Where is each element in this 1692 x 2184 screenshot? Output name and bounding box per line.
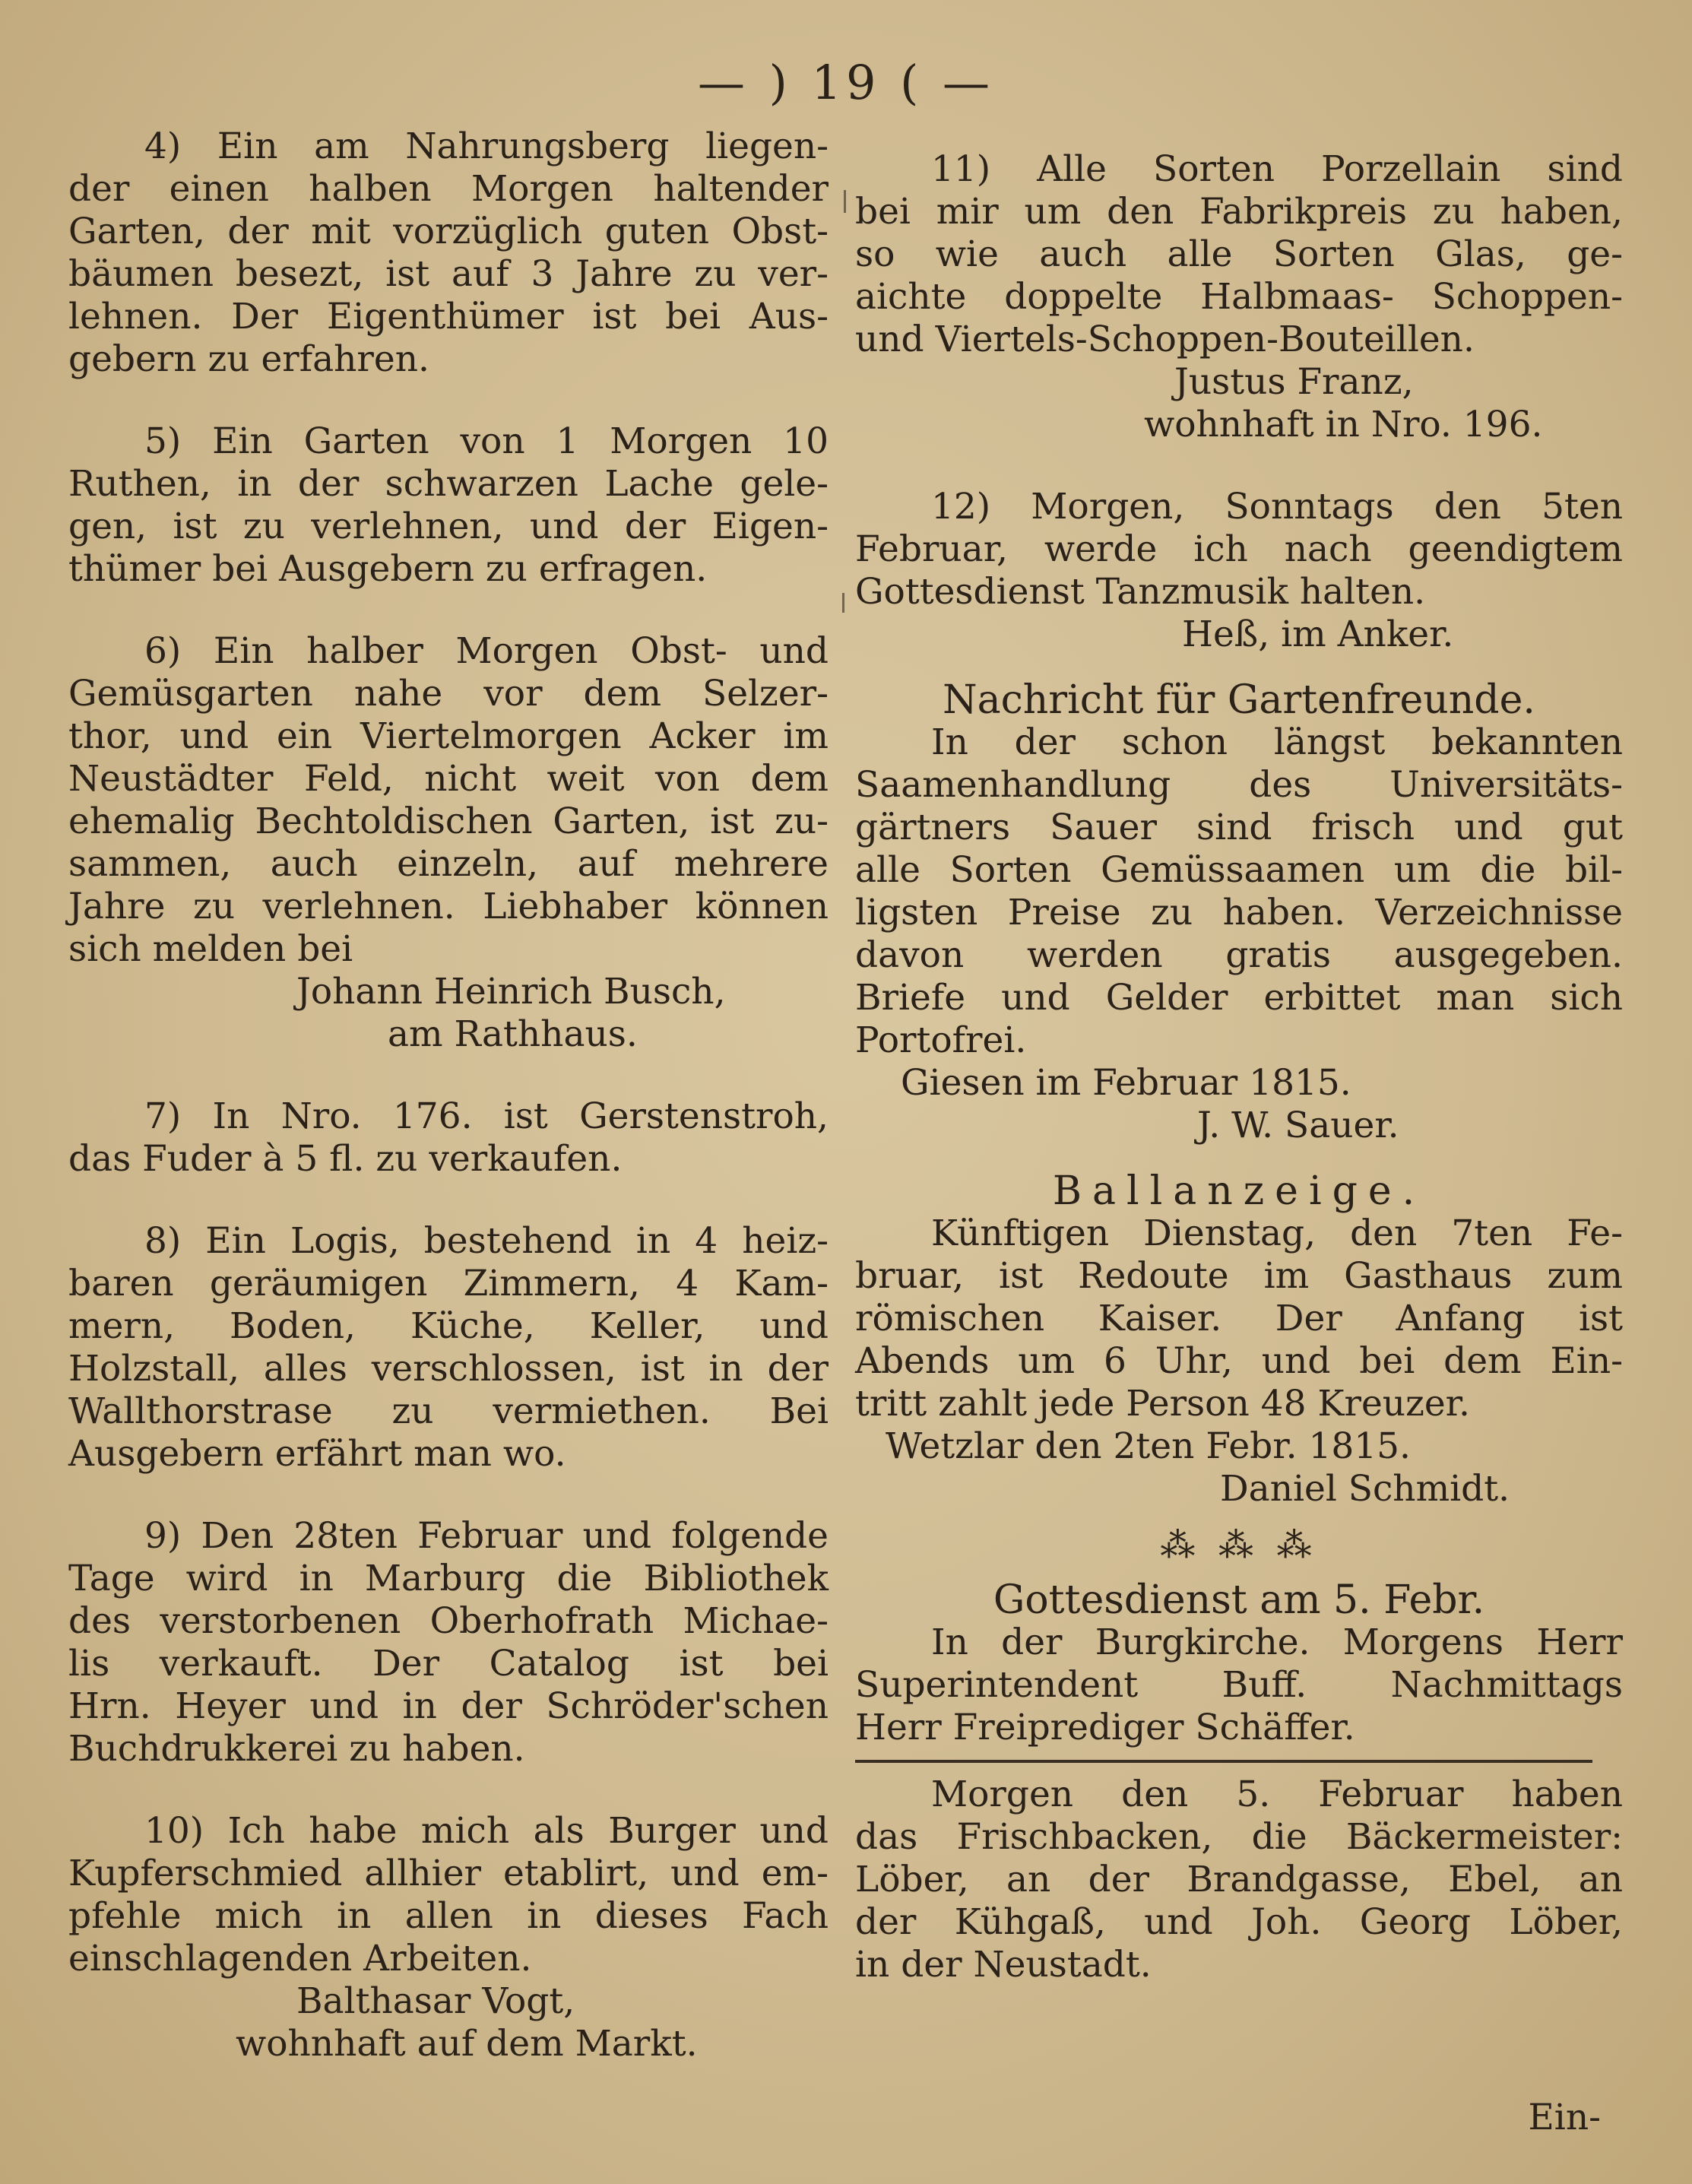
text-line: der Kühgaß, und Joh. Georg Löber, [855,1901,1623,1943]
notice-11 [855,148,1623,446]
text-line: In der Burgkirche. Morgens Herr [931,1621,1623,1663]
text-line: des verstorbenen Oberhofrath Michae- [68,1600,829,1642]
text-line: Superintendent Buff. Nachmittags [855,1664,1623,1706]
text-line: Künftigen Dienstag, den 7ten Fe- [931,1212,1623,1254]
text-line: tritt zahlt jede Person 48 Kreuzer. [855,1383,1470,1425]
spacer [68,1181,829,1220]
spacer [68,591,829,630]
notice-10 [68,1810,829,2065]
text-line: Saamenhandlung des Universitäts- [855,764,1623,806]
spacer [68,381,829,420]
text-line: bei mir um den Fabrikpreis zu haben, [855,191,1623,233]
signature: Daniel Schmidt. [1220,1468,1510,1510]
text-line: sammen, auch einzeln, auf mehrere [68,843,829,885]
text-line: 12) Morgen, Sonntags den 5ten [931,486,1623,528]
text-line: Neustädter Feld, nicht weit von dem [68,758,829,800]
text-line: Gemüsgarten nahe vor dem Selzer- [68,673,829,715]
text-line: Holzstall, alles verschlossen, ist in der [68,1348,829,1390]
text-line: 4) Ein am Nahrungsberg liegen- [144,125,829,167]
text-line: das Frischbacken, die Bäckermeister: [855,1816,1623,1858]
signature-address: wohnhaft in Nro. 196. [1144,404,1543,445]
dateline: Wetzlar den 2ten Febr. 1815. [886,1425,1412,1467]
text-line: Portofrei. [855,1019,1027,1061]
text-line: 7) In Nro. 176. ist Gerstenstroh, [144,1095,829,1137]
spacer [855,1147,1623,1170]
ball-notice [855,1170,1623,1510]
text-line: 11) Alle Sorten Porzellain sind [931,148,1623,190]
dateline: Giesen im Februar 1815. [901,1062,1351,1104]
text-line: Ausgebern erfährt man wo. [68,1433,566,1475]
right-column [855,148,1623,1986]
text-line: gebern zu erfahren. [68,338,429,380]
text-line: lis verkauft. Der Catalog ist bei [68,1643,829,1685]
signature: J. W. Sauer. [1197,1105,1399,1146]
text-line: der einen halben Morgen haltender [68,168,829,210]
text-line: Hrn. Heyer und in der Schröder'schen [68,1685,829,1727]
text-line: aichte doppelte Halbmaas- Schoppen- [855,276,1623,318]
spacer [68,1770,829,1810]
text-line: Morgen den 5. Februar haben [931,1774,1623,1815]
text-line: Garten, der mit vorzüglich guten Obst- [68,211,829,252]
catchword: Ein- [1528,2097,1601,2138]
spacer [68,1056,829,1095]
text-line: Jahre zu verlehnen. Liebhaber können [68,886,829,927]
text-line: und Viertels-Schoppen-Bouteillen. [855,319,1475,360]
section-title: Ballanzeige. [1052,1168,1426,1214]
signature: Johann Heinrich Busch, [296,971,726,1013]
text-line: gen, ist zu verlehnen, und der Eigen- [68,506,829,547]
text-line: gärtners Sauer sind frisch und gut [855,807,1623,848]
notice-4 [68,125,829,381]
text-line: mern, Boden, Küche, Keller, und [68,1305,829,1347]
text-line: In der schon längst bekannten [931,721,1623,763]
signature: Balthasar Vogt, [296,1980,575,2022]
notice-12 [855,486,1623,656]
text-line: 6) Ein halber Morgen Obst- und [144,630,829,672]
bakers-notice [855,1774,1623,1986]
text-line: Abends um 6 Uhr, und bei dem Ein- [855,1340,1623,1382]
signature-address: wohnhaft auf dem Markt. [236,2023,698,2065]
text-line: bruar, ist Redoute im Gasthaus zum [855,1255,1623,1297]
left-column [68,125,829,2065]
text-line: Briefe und Gelder erbittet man sich [855,977,1623,1019]
text-line: ehemalig Bechtoldischen Garten, ist zu- [68,800,829,842]
text-line: Wallthorstrase zu vermiethen. Bei [68,1390,829,1432]
text-line: das Fuder à 5 fl. zu verkaufen. [68,1138,623,1180]
text-line: 10) Ich habe mich als Burger und [144,1810,829,1852]
section-title: Nachricht für Gartenfreunde. [943,677,1535,723]
horizontal-rule [855,1760,1592,1763]
signature: Justus Franz, [1174,361,1414,403]
notice-5 [68,420,829,591]
text-line: baren geräumigen Zimmern, 4 Kam- [68,1263,829,1304]
text-line: thor, und ein Viertelmorgen Acker im [68,715,829,757]
text-line: davon werden gratis ausgegeben. [855,934,1623,976]
text-line: ligsten Preise zu haben. Verzeichnisse [855,892,1623,934]
text-line: pfehle mich in allen in dieses Fach [68,1895,829,1937]
text-line: Februar, werde ich nach geendigtem [855,528,1623,570]
text-line: Gottesdienst Tanzmusik halten. [855,571,1426,613]
text-line: in der Neustadt. [855,1944,1152,1986]
text-line: römischen Kaiser. Der Anfang ist [855,1298,1623,1339]
text-line: Tage wird in Marburg die Bibliothek [68,1558,829,1599]
text-line: Ruthen, in der schwarzen Lache gele- [68,463,829,505]
text-line: Löber, an der Brandgasse, Ebel, an [855,1859,1623,1900]
notice-8 [68,1220,829,1476]
text-line: so wie auch alle Sorten Glas, ge- [855,233,1623,275]
text-line: Herr Freiprediger Schäffer. [855,1707,1355,1748]
ornament-asterisms: ⁂ ⁂ ⁂ [1160,1524,1318,1565]
text-line: sich melden bei [68,928,353,970]
garden-notice [855,679,1623,1147]
spacer [855,656,1623,679]
signature: Heß, im Anker. [1182,613,1454,655]
notice-6 [68,630,829,1056]
section-title: Gottesdienst am 5. Febr. [993,1577,1485,1623]
spacer [68,1476,829,1515]
notice-9 [68,1515,829,1770]
text-line: thümer bei Ausgebern zu erfragen. [68,548,708,590]
text-line: Kupferschmied allhier etablirt, und em- [68,1853,829,1894]
text-line: alle Sorten Gemüssaamen um die bil- [855,849,1623,891]
text-line: 5) Ein Garten von 1 Morgen 10 [144,420,829,462]
text-line: Buchdrukkerei zu haben. [68,1728,525,1770]
signature-address: am Rathhaus. [388,1013,638,1055]
text-line: 9) Den 28ten Februar und folgende [144,1515,829,1557]
church-service-notice [855,1579,1623,1749]
notice-7 [68,1095,829,1181]
text-line: einschlagenden Arbeiten. [68,1938,532,1980]
text-line: bäumen besezt, ist auf 3 Jahre zu ver- [68,253,829,295]
text-line: 8) Ein Logis, bestehend in 4 heiz- [144,1220,829,1262]
print-mark [842,593,844,613]
text-line: lehnen. Der Eigenthümer ist bei Aus- [68,296,829,338]
print-mark [844,190,846,213]
spacer [855,446,1623,486]
page-header: — ) 19 ( — [697,55,995,110]
